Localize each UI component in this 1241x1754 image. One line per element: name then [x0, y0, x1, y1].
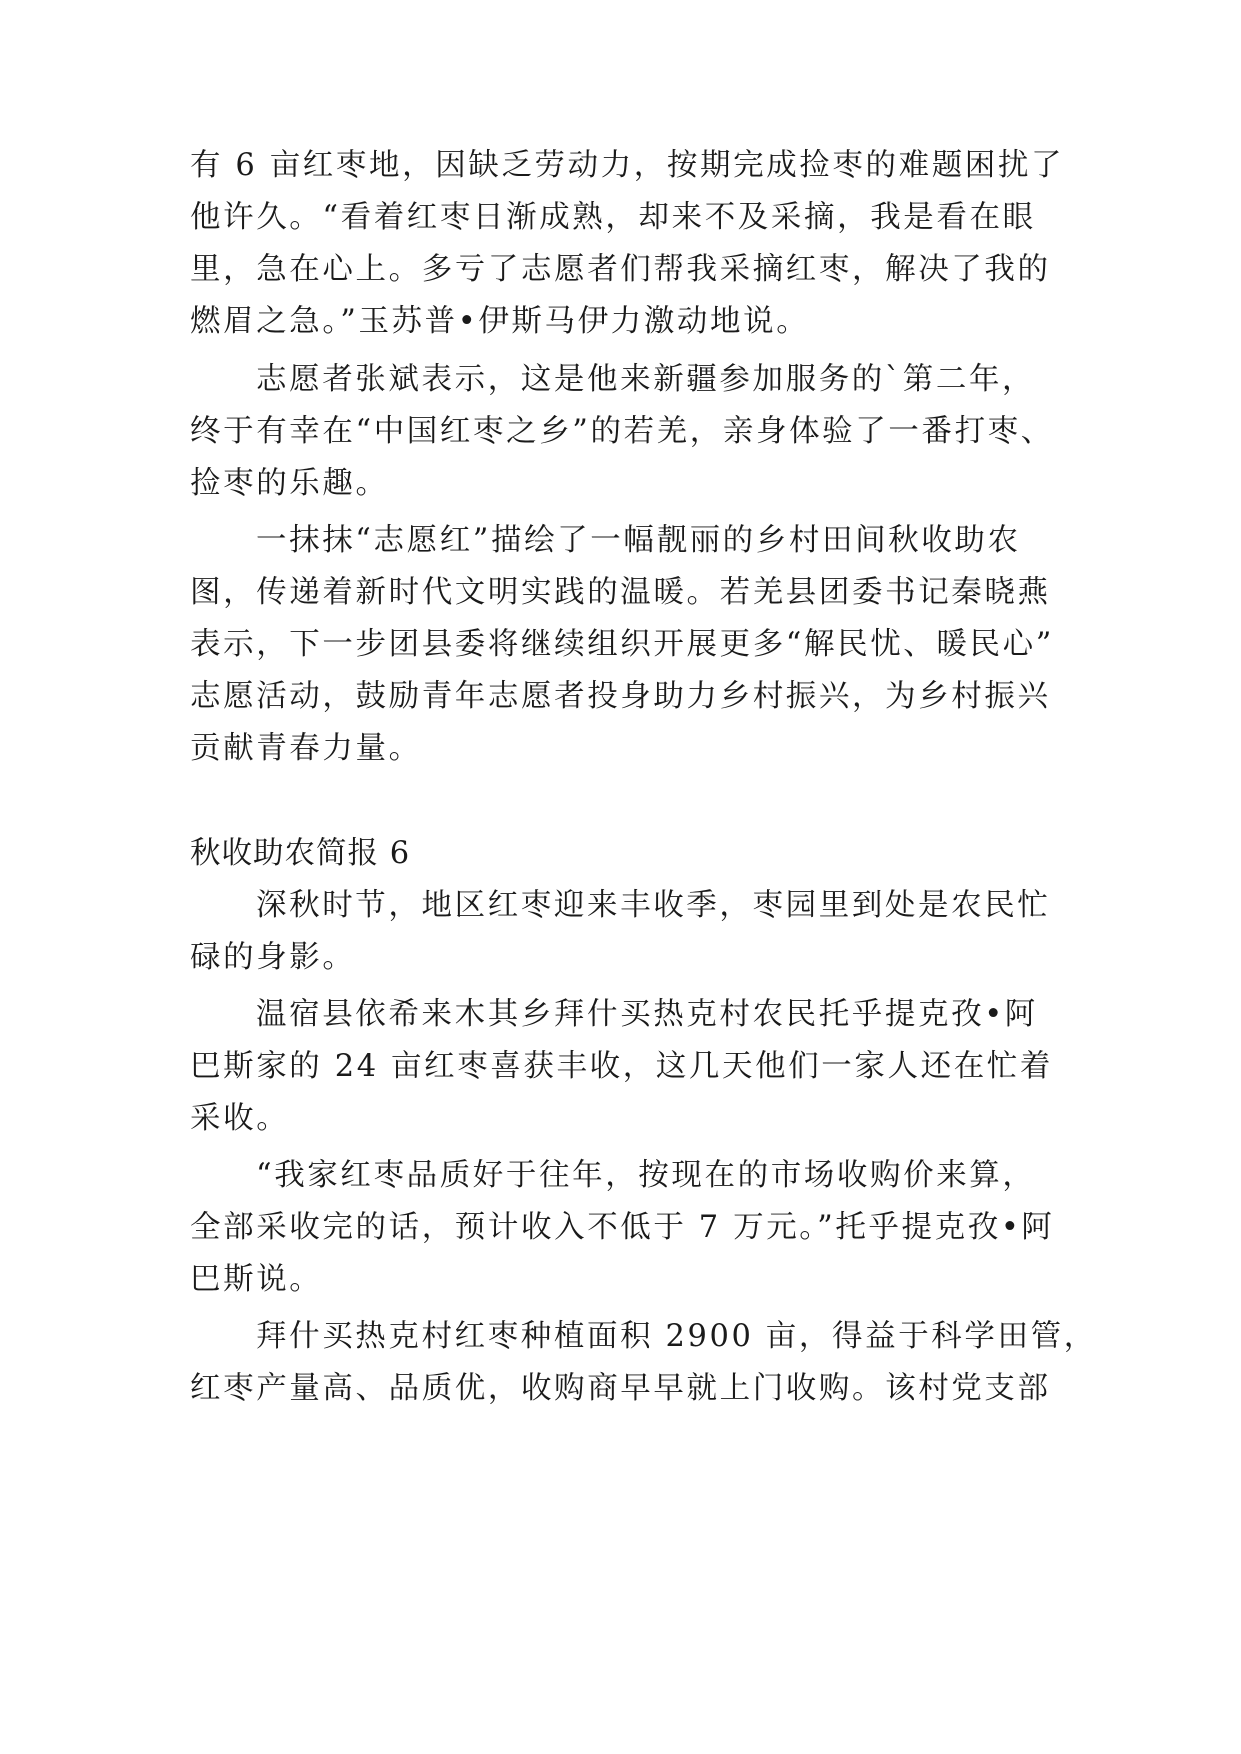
paragraph-line: 捡枣的乐趣。 [190, 466, 389, 501]
paragraph-line: “我家红枣品质好于往年，按现在的市场收购价来算， [256, 1158, 1036, 1193]
paragraph-line: 里，急在心上。多亏了志愿者们帮我采摘红枣，解决了我的 [190, 252, 1051, 287]
paragraph-line: 拜什买热克村红枣种植面积 2900 亩，得益于科学田管， [256, 1319, 1097, 1354]
paragraph-line: 温宿县依希来木其乡拜什买热克村农民托乎提克孜•阿 [256, 997, 1038, 1032]
paragraph-line: 采收。 [190, 1101, 290, 1136]
paragraph-line: 图，传递着新时代文明实践的温暖。若羌县团委书记秦晓燕 [190, 575, 1051, 610]
paragraph-line: 有 6 亩红枣地，因缺乏劳动力，按期完成捡枣的难题困扰了 [190, 148, 1065, 183]
paragraph-line: 表示，下一步团县委将继续组织开展更多“解民忧、暖民心” [190, 627, 1054, 662]
paragraph-line: 终于有幸在“中国红枣之乡”的若羌，亲身体验了一番打枣、 [190, 414, 1054, 449]
paragraph-line: 巴斯说。 [190, 1262, 323, 1297]
paragraph-line: 志愿者张斌表示，这是他来新疆参加服务的`第二年， [256, 362, 1036, 397]
paragraph-line: 燃眉之急。”玉苏普•伊斯马伊力激动地说。 [190, 304, 810, 339]
paragraph-line: 一抹抹“志愿红”描绘了一幅靓丽的乡村田间秋收助农 [256, 523, 1021, 558]
paragraph-line: 巴斯家的 24 亩红枣喜获丰收，这几天他们一家人还在忙着 [190, 1049, 1053, 1084]
paragraph-line: 他许久。“看着红枣日渐成熟，却来不及采摘，我是看在眼 [190, 200, 1036, 235]
paragraph-line: 红枣产量高、品质优，收购商早早就上门收购。该村党支部 [190, 1371, 1051, 1406]
section-title: 秋收助农简报 6 [190, 836, 411, 871]
paragraph-line: 深秋时节，地区红枣迎来丰收季，枣园里到处是农民忙 [256, 888, 1051, 923]
paragraph-line: 全部采收完的话，预计收入不低于 7 万元。”托乎提克孜•阿 [190, 1210, 1055, 1245]
paragraph-line: 志愿活动，鼓励青年志愿者投身助力乡村振兴，为乡村振兴 [190, 679, 1051, 714]
paragraph-line: 贡献青春力量。 [190, 731, 422, 766]
paragraph-line: 碌的身影。 [190, 940, 356, 975]
